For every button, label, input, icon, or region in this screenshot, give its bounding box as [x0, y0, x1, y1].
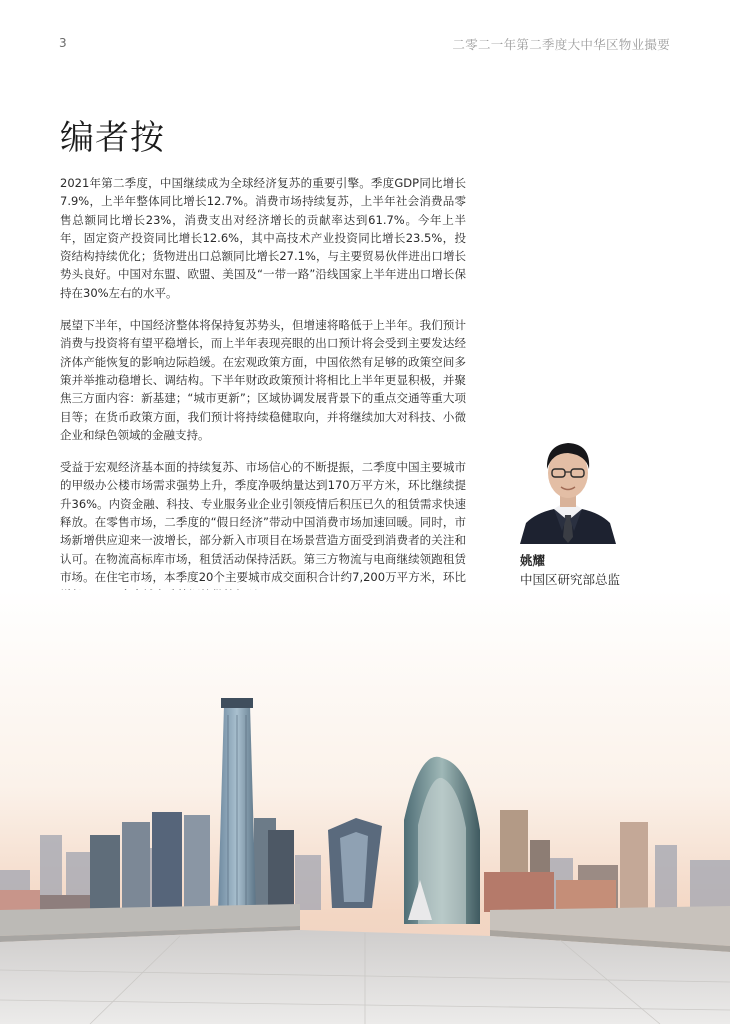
- author-name: 姚耀: [520, 553, 546, 568]
- author-portrait: [516, 431, 620, 544]
- portrait-photo: [516, 431, 620, 544]
- paragraph-1: 2021年第二季度，中国继续成为全球经济复苏的重要引擎。季度GDP同比增长7.9%，上半年整体同比增长12.7%。消费市场持续复苏，上半年社会消费品零售总额同比增长23%，消费支出对经济增长的贡献率达到61.7%。今年上半年，固定资产投资同比增长12.6%，其中高技术产业投资同比增长23.5%，投资结构持续优化；货物进出口总额同比增长27.1%，与主要贸易伙伴进出口增长势头良好。中国对东盟、欧盟、美国及“一带一路”沿线国家上半年进出口增长保持在30%左右的水平。: [60, 176, 466, 300]
- editorial-body: [60, 174, 466, 619]
- running-header: 二零二一年第二季度大中华区物业撮要: [452, 37, 670, 52]
- paragraph-3: 受益于宏观经济基本面的持续复苏、市场信心的不断提振，二季度中国主要城市的甲级办公楼市场需求强势上升，季度净吸纳量达到170万平方米，环比继续提升36%。内资金融、科技、专业服务业企业引领疫情后积压已久的租赁需求快速释放。在零售市场，二季度的“假日经济”带动中国消费市场加速回暖。同时，市场新增供应迎来一波增长，部分新入市项目在场景营造方面受到消费者的关注和认可。在物流高标库市场，租赁活动保持活跃。第三方物流与电商继续领跑租赁市场。在住宅市场，本季度20个主要城市成交面积合计约7,200万平方米，环比: [60, 460, 466, 584]
- author-role: 中国区研究部总监: [520, 572, 621, 587]
- paragraph-2: 展望下半年，中国经济整体将保持复苏势头，但增速将略低于上半年。我们预计消费与投资将有望平稳增长，而上半年表现亮眼的出口预计将会受到主要发达经济体产能恢复的影响边际趋缓。在宏观政策方面，中国依然有足够的政策空间多策并举推动稳增长、调结构。下半年财政政策预计将相比上半年更显积极，并聚焦三方面内容：新基建；“城市更新”；区域协调发展背景下的重点交通等重大项目等；在货币政策方面，我们预计将持续稳健取向，并将继续加大对科技、小微企业和绿色领域的金融支持。: [60, 318, 466, 442]
- beijing-cbd-skyline-photo: [0, 590, 730, 1024]
- skyline-photo: [0, 590, 730, 1024]
- page-title: 编者按: [60, 118, 165, 158]
- page-number: 3: [59, 36, 67, 50]
